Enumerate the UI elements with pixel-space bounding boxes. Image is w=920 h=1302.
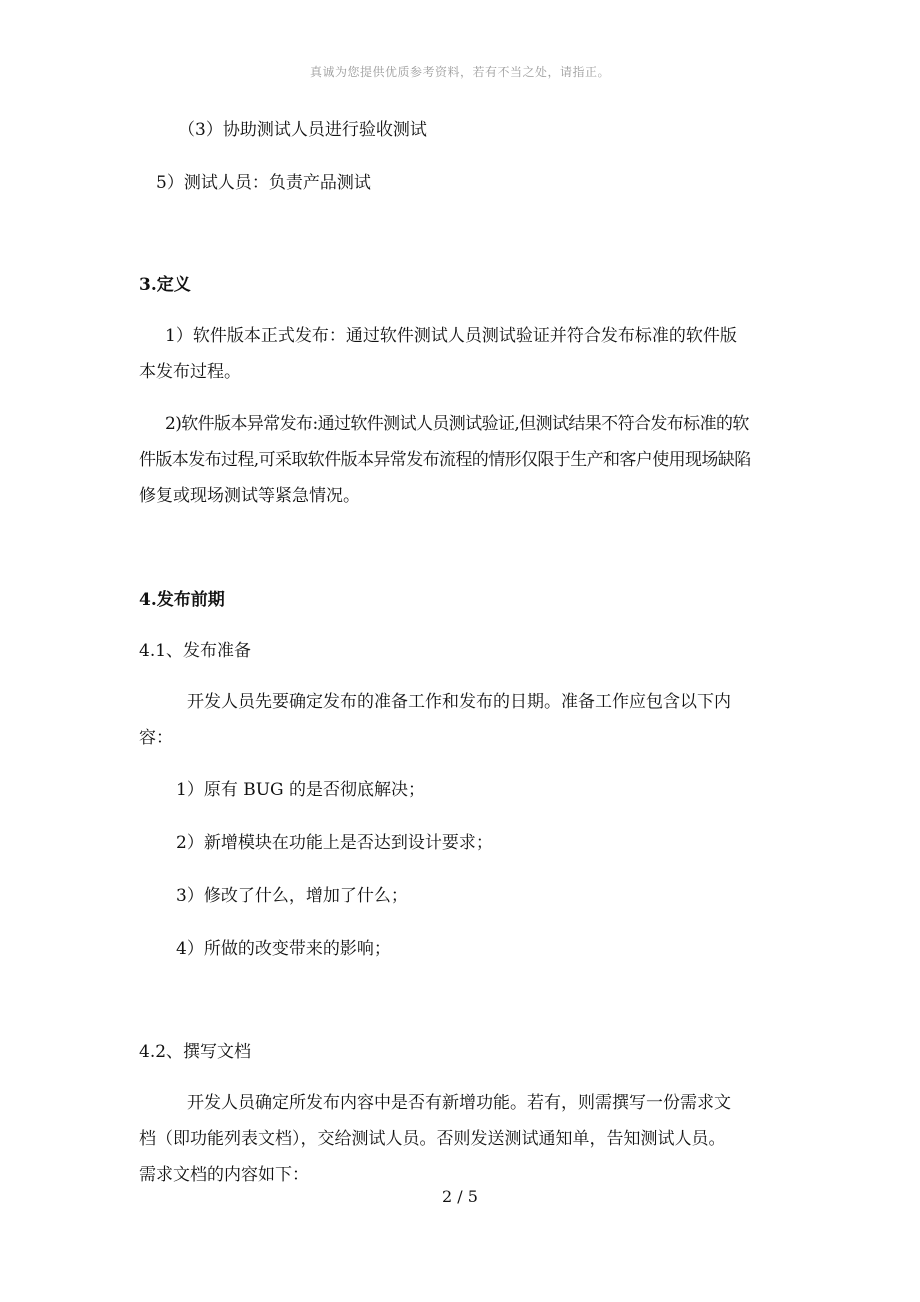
subsection-4-2-body-line-3: 需求文档的内容如下： [139, 1165, 309, 1185]
subsection-4-2-heading: 4.2、撰写文档 [139, 1042, 252, 1062]
role-item-5: 5）测试人员：负责产品测试 [156, 173, 371, 193]
prep-item-3: 3）修改了什么，增加了什么； [176, 886, 408, 906]
prep-item-1: 1）原有 BUG 的是否彻底解决； [176, 780, 426, 800]
section-4-heading: 4.发布前期 [139, 590, 225, 610]
subsection-4-2-body-line-1: 开发人员确定所发布内容中是否有新增功能。若有，则需撰写一份需求文 [187, 1093, 731, 1113]
definition-1-line-1: 1）软件版本正式发布：通过软件测试人员测试验证并符合发布标准的软件版 [165, 326, 737, 346]
header-watermark: 真诚为您提供优质参考资料，若有不当之处，请指正。 [309, 65, 610, 79]
subsection-4-2-body-line-2: 档（即功能列表文档），交给测试人员。否则发送测试通知单，告知测试人员。 [139, 1129, 726, 1149]
page-number: 2 / 5 [442, 1187, 478, 1206]
subsection-4-1-intro-line-2: 容： [139, 728, 173, 748]
prep-item-4: 4）所做的改变带来的影响； [176, 939, 391, 959]
definition-2-line-1: 2)软件版本异常发布:通过软件测试人员测试验证,但测试结果不符合发布标准的软 [165, 414, 749, 434]
definition-1-line-2: 本发布过程。 [139, 362, 241, 382]
section-3-heading: 3.定义 [139, 275, 191, 295]
definition-2-line-2: 件版本发布过程,可采取软件版本异常发布流程的情形仅限于生产和客户使用现场缺陷 [139, 450, 751, 470]
subsection-4-1-heading: 4.1、发布准备 [139, 641, 252, 661]
prep-item-2: 2）新增模块在功能上是否达到设计要求； [176, 833, 493, 853]
definition-2-line-3: 修复或现场测试等紧急情况。 [139, 486, 360, 506]
subsection-4-1-intro-line-1: 开发人员先要确定发布的准备工作和发布的日期。准备工作应包含以下内 [187, 692, 731, 712]
role-item-3: （3）协助测试人员进行验收测试 [178, 120, 427, 140]
